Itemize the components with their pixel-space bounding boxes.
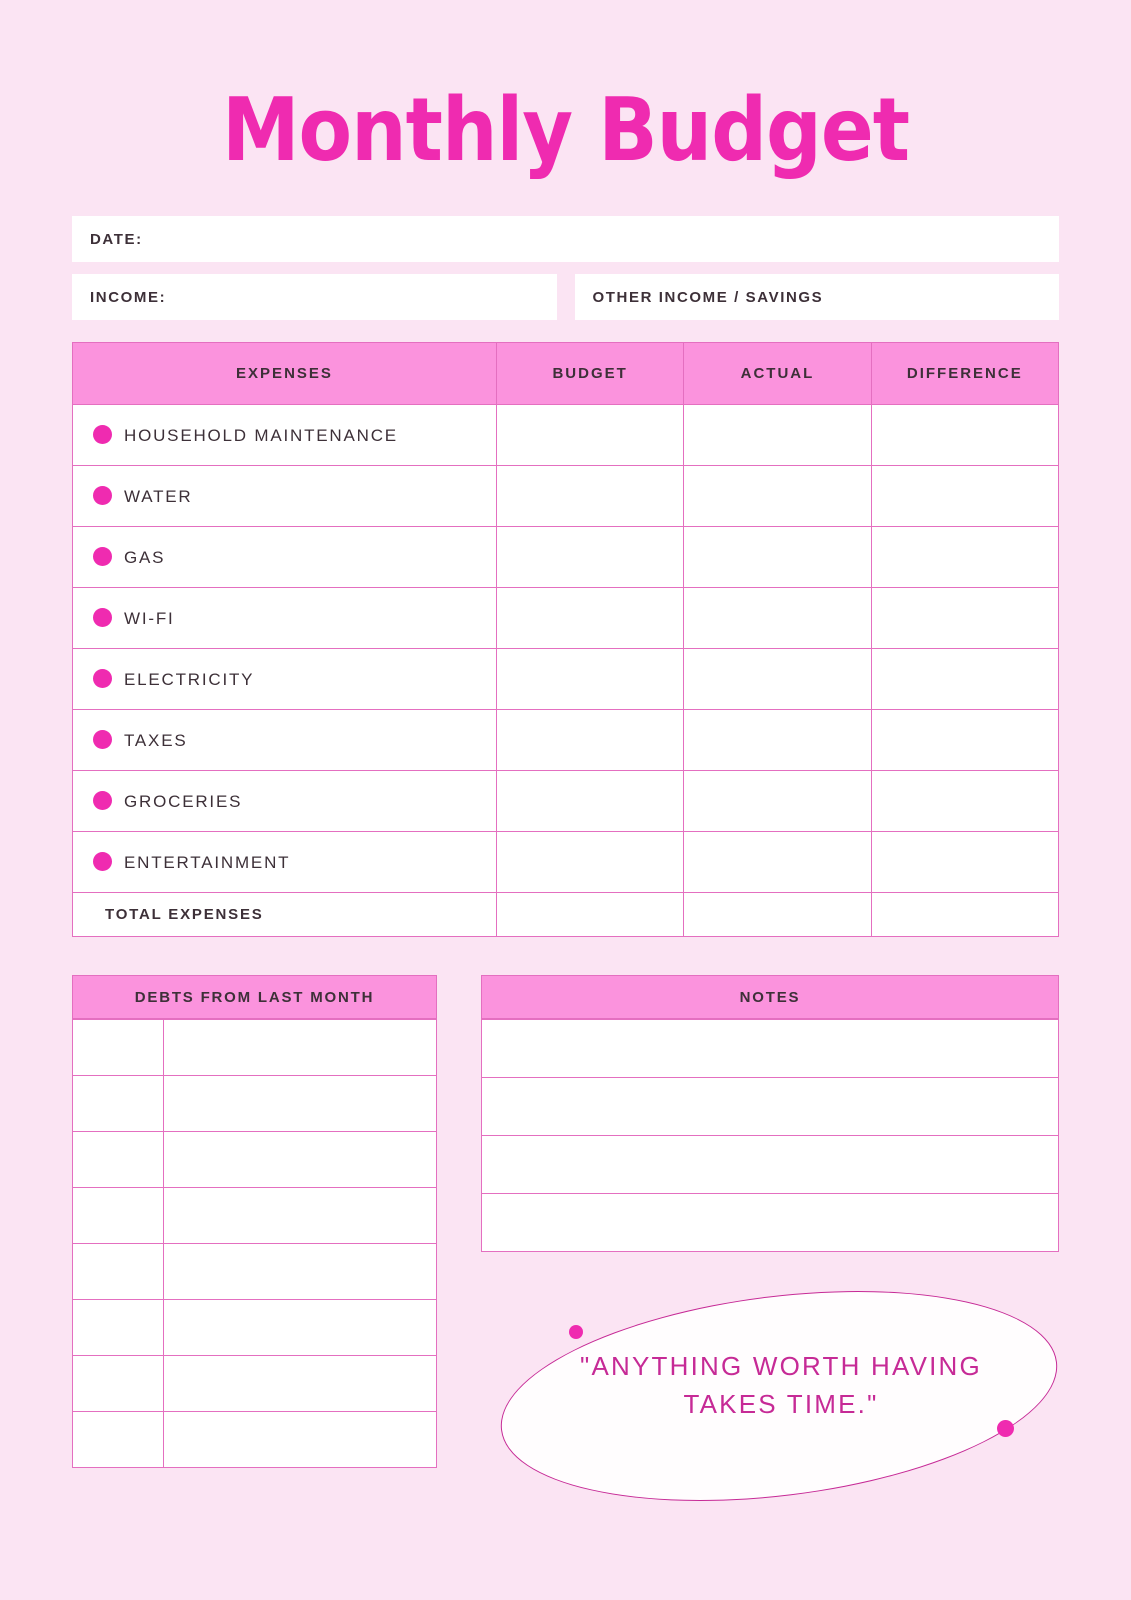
table-row [482,1194,1059,1252]
table-row [73,832,1059,893]
cell-actual[interactable] [684,466,871,527]
bullet-icon [93,852,112,871]
debt-cell-left[interactable] [73,1244,164,1300]
cell-budget[interactable] [496,405,683,466]
cell-difference[interactable] [871,771,1058,832]
table-row [73,1412,437,1468]
table-row [73,1020,437,1076]
cell-actual[interactable] [684,405,871,466]
table-row [73,1076,437,1132]
debts-title: DEBTS FROM LAST MONTH [72,975,437,1019]
cell-actual[interactable] [684,832,871,893]
cell-difference[interactable] [871,527,1058,588]
cell-difference[interactable] [871,649,1058,710]
table-row [73,1356,437,1412]
cell-budget[interactable] [496,710,683,771]
cell-actual[interactable] [684,588,871,649]
cell-budget[interactable] [496,466,683,527]
bullet-icon [93,486,112,505]
expense-label [73,527,497,588]
debt-cell-left[interactable] [73,1076,164,1132]
expenses-header-row [73,343,1059,405]
expense-name: ELECTRICITY [124,669,255,689]
header-expenses: EXPENSES [73,343,497,405]
total-difference-cell[interactable] [871,893,1058,937]
total-expenses-label: TOTAL EXPENSES [73,893,497,937]
date-label: DATE: [90,230,143,248]
expense-label [73,832,497,893]
bullet-icon [93,791,112,810]
cell-difference[interactable] [871,466,1058,527]
note-cell[interactable] [482,1136,1059,1194]
debts-panel [72,975,437,1528]
date-field[interactable] [72,216,1059,262]
cell-budget[interactable] [496,588,683,649]
debt-cell-right[interactable] [164,1300,437,1356]
debt-cell-left[interactable] [73,1020,164,1076]
total-budget-cell[interactable] [496,893,683,937]
debt-cell-right[interactable] [164,1188,437,1244]
table-row [73,1132,437,1188]
bullet-icon [93,547,112,566]
cell-difference[interactable] [871,710,1058,771]
bottom-section [72,975,1059,1528]
table-row [73,588,1059,649]
expense-label [73,649,497,710]
total-expenses-row [73,893,1059,937]
top-fields [72,216,1059,320]
table-row [73,1300,437,1356]
income-label: INCOME: [90,288,167,306]
table-row [73,710,1059,771]
expense-name: ENTERTAINMENT [124,852,291,872]
debt-cell-left[interactable] [73,1412,164,1468]
table-row [482,1020,1059,1078]
debt-cell-left[interactable] [73,1188,164,1244]
cell-actual[interactable] [684,771,871,832]
header-actual: ACTUAL [684,343,871,405]
dot-icon [569,1325,583,1339]
expense-label [73,466,497,527]
notes-table [481,1019,1059,1252]
notes-and-quote [481,975,1059,1528]
table-row [73,466,1059,527]
total-actual-cell[interactable] [684,893,871,937]
cell-budget[interactable] [496,771,683,832]
expense-name: WI-FI [124,608,175,628]
debt-cell-right[interactable] [164,1076,437,1132]
cell-budget[interactable] [496,527,683,588]
expense-name: TAXES [124,730,188,750]
note-cell[interactable] [482,1078,1059,1136]
bullet-icon [93,608,112,627]
note-cell[interactable] [482,1194,1059,1252]
debt-cell-right[interactable] [164,1132,437,1188]
cell-budget[interactable] [496,649,683,710]
table-row [482,1136,1059,1194]
expense-name: GAS [124,547,166,567]
bullet-icon [93,425,112,444]
expense-label [73,710,497,771]
cell-actual[interactable] [684,710,871,771]
cell-budget[interactable] [496,832,683,893]
debt-cell-right[interactable] [164,1356,437,1412]
expense-label [73,405,497,466]
income-field[interactable] [72,274,557,320]
quote-text: "ANYTHING WORTH HAVING TAKES TIME." [580,1351,982,1419]
table-row [73,1244,437,1300]
debt-cell-right[interactable] [164,1412,437,1468]
expense-label [73,588,497,649]
expense-label [73,771,497,832]
table-row [73,649,1059,710]
cell-difference[interactable] [871,832,1058,893]
bullet-icon [93,730,112,749]
table-row [73,405,1059,466]
table-row [73,527,1059,588]
debt-cell-left[interactable] [73,1132,164,1188]
page-title: Monthly Budget [221,80,910,182]
header-difference: DIFFERENCE [871,343,1058,405]
date-row [72,216,1059,262]
cell-difference[interactable] [871,588,1058,649]
table-row [73,1188,437,1244]
note-cell[interactable] [482,1020,1059,1078]
quote-section [481,1278,1059,1528]
other-income-label: OTHER INCOME / SAVINGS [592,288,824,306]
expense-name: HOUSEHOLD MAINTENANCE [124,425,398,445]
expense-name: GROCERIES [124,791,243,811]
debt-cell-left[interactable] [73,1356,164,1412]
cell-actual[interactable] [684,527,871,588]
debts-table [72,1019,437,1468]
table-row [482,1078,1059,1136]
debt-cell-right[interactable] [164,1244,437,1300]
other-income-field[interactable] [575,274,1060,320]
debt-cell-right[interactable] [164,1020,437,1076]
cell-actual[interactable] [684,649,871,710]
table-row [73,771,1059,832]
debt-cell-left[interactable] [73,1300,164,1356]
expenses-table [72,342,1059,937]
bullet-icon [93,669,112,688]
header-budget: BUDGET [496,343,683,405]
notes-title: NOTES [481,975,1059,1019]
expense-name: WATER [124,486,193,506]
cell-difference[interactable] [871,405,1058,466]
income-row [72,274,1059,320]
